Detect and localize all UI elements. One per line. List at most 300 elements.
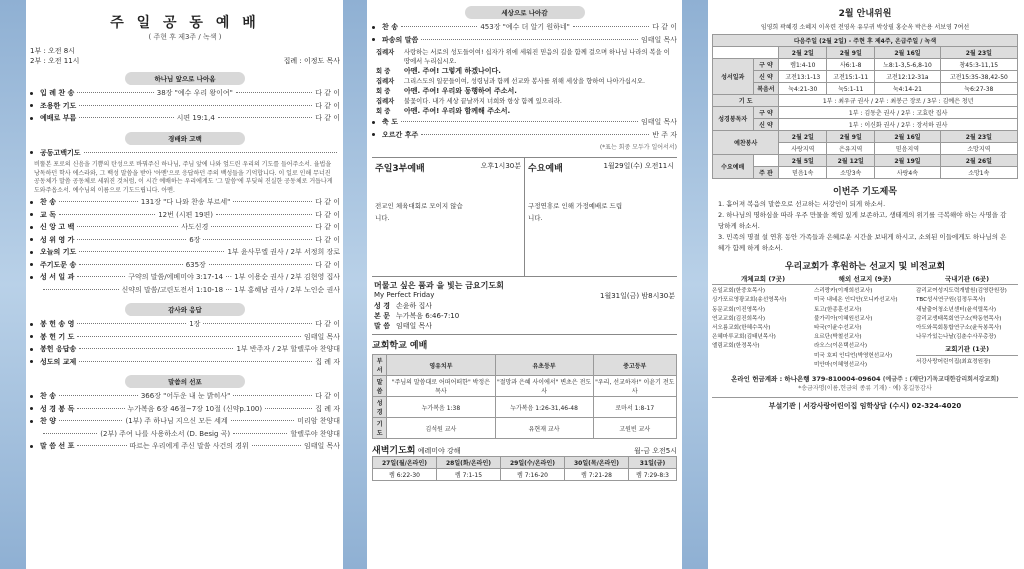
program-detail: 366장 "어두운 내 눈 밝히사" — [140, 392, 231, 401]
program-row — [30, 101, 340, 114]
friday-item-value: 임태일 목사 — [395, 322, 433, 330]
program-detail: 따르는 우리에게 주신 말씀 사건의 경위 — [129, 442, 249, 451]
table-row — [713, 83, 1018, 95]
support-item: 라오스(이은택선교사) — [814, 343, 867, 350]
program-detail: 12번 (시편 19편) — [158, 210, 213, 219]
table-cell: 2월 5일 — [779, 155, 827, 167]
program-label: 찬 송 — [382, 23, 398, 31]
bullet — [30, 320, 40, 328]
program-person: 다 같 이 — [315, 260, 340, 269]
liturgy-speaker: 집례자 — [376, 78, 395, 85]
table-cell: 2월 9일 — [827, 47, 875, 59]
dawn-title: 새벽기도회 — [372, 446, 416, 456]
column-title: 개체교회 (7곳) — [712, 275, 814, 285]
bullet — [30, 273, 40, 281]
support-item: 나무가있는나날(김춘수사무총장) — [916, 334, 997, 341]
program-detail: 신약의 말씀/고린도전서 1:10-18 ··· 1부 홍혜남 권사 / 2부 노인순 권사 — [121, 285, 340, 294]
leader-dots — [77, 408, 124, 409]
program-detail: 누가복음 6장 46절~7장 10절 (신약p.100) — [127, 404, 263, 413]
bullet — [30, 261, 40, 269]
support-item: 요르단(박철선교사) — [814, 334, 862, 341]
table-cell: 1부 : 김동춘 권사 / 2부 : 고효란 집사 — [779, 107, 1018, 119]
program-person: 반 주 자 — [652, 130, 677, 139]
table-cell: 주 관 — [753, 167, 779, 179]
table-cell: 고전15:1-11 — [827, 71, 875, 83]
dawn-table — [372, 456, 677, 481]
friday-en: My Perfect Friday — [374, 291, 435, 299]
table-cell: 성경봉독자 — [713, 107, 754, 131]
leader-dots — [211, 226, 312, 227]
table-cell: 2월 2일 — [779, 131, 827, 143]
table-cell: 믿음1속 — [779, 167, 827, 179]
bullet-dot — [372, 26, 375, 29]
support-item: 스리랑카(이재희선교사) — [814, 288, 873, 295]
table-row — [373, 418, 677, 439]
header-cell: 30일(목/온라인) — [565, 457, 629, 469]
leader-dots — [573, 26, 649, 27]
bullet — [30, 358, 40, 366]
benediction-list — [372, 117, 677, 142]
domestic-column — [916, 275, 1018, 370]
program-label: 조용한 기도 — [40, 101, 77, 110]
section-thanks: 감사와 응답 — [125, 303, 245, 316]
program-detail: 1부 윤사무엘 권사 / 2부 서정희 장로 — [227, 248, 340, 257]
table-cell: 구 약 — [753, 107, 779, 119]
program-detail: 131장 "다 나와 찬송 부르세" — [140, 198, 231, 207]
friday-item — [374, 311, 675, 321]
support-item: 타국(이윤수선교사) — [814, 325, 862, 332]
table-cell: 성서일과 — [713, 59, 754, 95]
overseas-column — [814, 275, 916, 370]
program-person: 다 같 이 — [315, 392, 340, 401]
support-item: 아도와목회통합연구소(윤득봉목사) — [916, 325, 1002, 332]
program-label: 성 경 봉 독 — [40, 404, 75, 413]
table-cell: 로마서 1:8-17 — [593, 397, 676, 418]
support-item: 은혜마루교회(김태년목사) — [712, 334, 776, 341]
leader-dots — [401, 121, 638, 122]
support-item: 서강사랑어린이집(최효정원장) — [916, 358, 991, 365]
bullet — [372, 118, 382, 126]
table-cell: 신 약 — [753, 119, 779, 131]
wednesday-title: 수요예배 — [528, 164, 563, 174]
program-person: 다 같 이 — [315, 198, 340, 207]
bullet-dot — [30, 407, 33, 410]
program-label: 봉헌 응답송 — [40, 345, 77, 354]
bullet-dot — [30, 92, 33, 95]
bullet — [30, 333, 40, 341]
bullet-dot — [30, 395, 33, 398]
program-row — [30, 404, 340, 417]
bullet-dot — [30, 360, 33, 363]
program-detail: 사도신경 — [181, 223, 209, 232]
leader-dots — [231, 420, 295, 421]
table-row — [713, 59, 1018, 71]
program-detail: (1부) 주 하나님 지으신 모든 세계 — [125, 417, 228, 426]
leader-dots — [233, 201, 312, 202]
section-approach: 하나님 앞으로 나아옴 — [125, 72, 245, 85]
program-label: 입 례 찬 송 — [40, 89, 75, 97]
bullet-dot — [30, 226, 33, 229]
table-cell: 렘1:4-10 — [779, 59, 827, 71]
program-label: 찬 송 — [40, 392, 56, 401]
table-cell: 소망1속 — [940, 167, 1017, 179]
bullet — [30, 223, 40, 231]
program-row — [372, 130, 677, 143]
table-cell: 기 도 — [713, 95, 779, 107]
program-row — [30, 235, 340, 248]
footer: 부설기관 | 서강사랑어린이집 임학상담 (수시) 02-324-4020 — [712, 397, 1018, 411]
liturgy-line — [376, 48, 677, 66]
friday-item-value: 손윤하 집사 — [395, 302, 433, 310]
bullet-dot — [30, 201, 33, 204]
worship-list — [30, 197, 340, 297]
bullet-dot — [30, 276, 33, 279]
leader-dots — [79, 264, 182, 265]
table-cell: 신 약 — [753, 71, 779, 83]
table-cell: 고전12:12-31a — [875, 71, 940, 83]
table-cell: 1부 : 최우규 권사 / 2부 : 최봉근 장로 / 3부 : 김예은 청년 — [779, 95, 1018, 107]
support-item: TBC성서연구원(김정두목사) — [916, 297, 986, 304]
bullet — [30, 417, 40, 425]
program-label: 축 도 — [382, 118, 398, 126]
bullet — [30, 198, 40, 206]
leader-dots — [252, 445, 301, 446]
liturgy-speaker: 회 중 — [376, 108, 391, 115]
section-word: 말씀의 선포 — [125, 375, 245, 388]
liturgy-text: 아멘. 주여! 우리와 함께해 주소서. — [404, 107, 511, 115]
bullet-dot — [30, 263, 33, 266]
table-row — [713, 155, 1018, 167]
table-cell: 렘 7:29-8:3 — [629, 469, 677, 481]
program-detail: 453장 "예수 더 알기 원하네" — [480, 23, 570, 31]
leader-dots — [203, 323, 312, 324]
table-row — [713, 95, 1018, 107]
table-cell — [753, 155, 779, 167]
bullet — [30, 236, 40, 244]
leader-dots — [236, 92, 312, 93]
table-cell: "우리, 선교하자!" 이윤기 전도사 — [593, 376, 676, 397]
school-title: 교회학교 예배 — [372, 341, 428, 351]
liturgy-line — [376, 87, 677, 96]
table-row — [713, 107, 1018, 119]
program-row — [372, 117, 677, 130]
program-row — [30, 344, 340, 357]
leader-dots — [265, 408, 312, 409]
table-cell: 렘 6:22-30 — [373, 469, 437, 481]
table-cell: 2월 19일 — [875, 155, 940, 167]
support-item: 서오름교회(한혜수목사) — [712, 325, 771, 332]
table-cell: 창45:3-11,15 — [940, 59, 1017, 71]
support-item: 동문교회(이진영목사) — [712, 306, 765, 313]
program-label: 성 위 영 가 — [40, 235, 75, 244]
table-cell: 렘 7:16-20 — [501, 469, 565, 481]
program-person: 다 같 이 — [315, 89, 340, 97]
liturgy-text: 아멘. 주여! 그렇게 하겠나이다. — [404, 67, 501, 75]
prayer-list — [712, 197, 1018, 256]
program-person: 임태일 목사 — [640, 35, 677, 44]
column-title: 국내기관 (6곳) — [916, 275, 1018, 285]
liturgy-text: 불꽃이다. 내가 세상 끝날까지 너희와 항상 함께 있으리라. — [404, 98, 562, 105]
program-person: 집 례 자 — [315, 404, 340, 413]
liturgy-line — [376, 107, 677, 116]
header-cell: 중고등부 — [593, 355, 676, 376]
table-cell: 믿음지역 — [875, 143, 940, 155]
liturgy-text: 그리스도의 일꾼들이여, 성령님과 함께 선교와 봉사를 위해 세상을 향하여 나아가십시오. — [404, 78, 645, 85]
thanks-list — [30, 319, 340, 369]
right-blue-strip — [682, 0, 708, 569]
leader-dots — [218, 117, 312, 118]
program-person: 다 같 이 — [315, 210, 340, 219]
program-person: 임태일 목사 — [303, 442, 340, 451]
leader-dots — [79, 105, 312, 106]
leader-dots — [77, 336, 301, 337]
sunday3-time: 오후1시30분 — [480, 162, 521, 170]
program-row — [30, 272, 340, 285]
program-label: 교 독 — [40, 210, 56, 219]
sunday-service-panel — [30, 6, 340, 562]
leader-dots — [421, 134, 649, 135]
program-person: 임태일 목사 — [303, 332, 340, 341]
program-label: 성도의 교제 — [40, 357, 77, 366]
leader-dots — [77, 323, 186, 324]
leader-dots — [43, 289, 119, 290]
leader-dots — [59, 201, 138, 202]
support-item: 은일교회(한중호목사) — [712, 288, 765, 295]
table-cell: 사6:1-8 — [827, 59, 875, 71]
confession-text: 비뚤본 포로의 신음을 기쁨의 탄성으로 바꿔주신 하나님, 주님 앞에 나와 엎드린 우리의 기도를 들어주소서. 율법을 낭독하던 학사 에스라와, 그 백성 말씀을 받아 '아멘'으로 응답하던 주의 백성들을 기억합니다. 이 일로 인해 무너진 공동체가 말씀 공동체로 세워진 것처럼, 이 시간 예배하는 우리에게도 '그 말씀'에 부딪혀 진실한 공동체로 거듭나게 도와주옵소서. 예수님의 이름으로 기도드립니다. 아멘. — [34, 161, 333, 194]
bullet — [372, 131, 382, 139]
leader-dots — [233, 433, 287, 434]
section-worship: 경배와 고백 — [125, 132, 245, 145]
table-cell: 2월 16일 — [875, 47, 940, 59]
bullet-dot — [30, 104, 33, 107]
dawn-time: 월-금 오전5시 — [633, 447, 677, 455]
service-time-1: 1부 : 오전 8시 — [30, 47, 75, 55]
leader-dots — [77, 226, 178, 227]
friday-time: 1월31일(금) 밤8시30분 — [600, 292, 675, 300]
leader-dots — [79, 361, 312, 362]
page-title: 주 일 공 동 예 배 — [110, 15, 260, 31]
table-row — [713, 167, 1018, 179]
program-row — [30, 391, 340, 404]
left-blue-strip — [0, 0, 26, 569]
liturgy-line — [376, 67, 677, 76]
program-row — [30, 260, 340, 273]
leader-dots — [59, 395, 138, 396]
program-label: 찬 양 — [40, 417, 56, 426]
table-cell: 2월 12일 — [827, 155, 875, 167]
leader-dots — [43, 433, 97, 434]
program-label: 봉 헌 송 영 — [40, 320, 75, 329]
table-row — [713, 71, 1018, 83]
leader-dots — [77, 239, 186, 240]
liturgy-speaker: 회 중 — [376, 88, 391, 95]
liturgy-text: 아멘. 주여! 우리와 동행하여 주소서. — [404, 87, 517, 95]
program-person: 집 례 자 — [315, 357, 340, 366]
table-row — [713, 35, 1018, 47]
table-cell: 고전15:35-38,42-50 — [940, 71, 1017, 83]
table-cell: 2월 9일 — [827, 131, 875, 143]
friday-item-label: 말 씀 — [374, 322, 390, 330]
leader-dots — [77, 92, 153, 93]
program-label: 주기도문 송 — [40, 260, 77, 269]
table-cell: 유현재 교사 — [495, 418, 593, 439]
bullet-dot — [30, 251, 33, 254]
program-label: 오르간 후주 — [382, 130, 419, 139]
bullet-dot — [30, 420, 33, 423]
table-cell: 복음서 — [753, 83, 779, 95]
friday-item-label: 본 문 — [374, 312, 390, 320]
program-row — [30, 357, 340, 370]
liturgy-line — [376, 77, 677, 86]
support-item: 싱가포르영광교회(송선영목사) — [712, 297, 787, 304]
table-cell: 소망지역 — [940, 143, 1017, 155]
table-cell: 기도 — [373, 418, 387, 439]
program-person: 할렐루야 찬양대 — [290, 429, 340, 438]
program-row — [30, 332, 340, 345]
table-cell: 구 약 — [753, 59, 779, 71]
friday-item-value: 누가복음 6:46-7:10 — [395, 312, 460, 320]
section-sending: 세상으로 나아감 — [465, 6, 585, 19]
friday-item-label: 성 경 — [374, 302, 390, 310]
table-header — [373, 355, 677, 376]
program-detail: 38장 "예수 우리 왕이여" — [156, 89, 233, 97]
leader-dots — [421, 39, 638, 40]
program-row — [30, 113, 340, 126]
table-cell: 고원빈 교사 — [593, 418, 676, 439]
bullet-dot — [372, 121, 375, 124]
program-detail: 1부 반주자 / 2부 할렐루야 찬양대 — [236, 345, 340, 354]
bullet — [30, 211, 40, 219]
table-cell: 렘 7:1-15 — [437, 469, 501, 481]
table-cell: 1부 : 이신화 권사 / 2부 : 장서하 권사 — [779, 119, 1018, 131]
table-cell: 예찬봉사 — [713, 131, 779, 155]
table-cell: 말씀 — [373, 376, 387, 397]
leader-dots — [209, 264, 312, 265]
bullet — [30, 405, 40, 413]
header-cell: 29일(수/온라인) — [501, 457, 565, 469]
program-label: 파송의 말씀 — [382, 35, 419, 44]
program-row — [30, 416, 340, 429]
bullet-dot — [30, 348, 33, 351]
table-cell: 소망3속 — [827, 167, 875, 179]
bullet — [30, 442, 40, 450]
bullet-dot — [30, 117, 33, 120]
table-header — [373, 457, 677, 469]
program-row — [30, 197, 340, 210]
leader-dots — [79, 251, 224, 252]
standing-note: (*표는 회중 모두가 일어서서) — [599, 144, 677, 151]
prayer-item: 1. 흩어져 복음의 말씀으로 선교하는 서강인이 되게 하소서. — [718, 200, 886, 208]
program-detail: 6장 — [189, 235, 201, 244]
table-row — [373, 469, 677, 481]
leader-dots — [233, 395, 312, 396]
table-row — [373, 376, 677, 397]
leader-dots — [79, 348, 233, 349]
column-title: 교회기관 (1곳) — [916, 345, 1018, 355]
bullet-dot — [30, 323, 33, 326]
program-label: 찬 송 — [40, 198, 56, 207]
bullet — [30, 89, 40, 97]
bullet — [30, 114, 40, 122]
bullet-dot — [30, 335, 33, 338]
header-cell: 부서 — [373, 355, 387, 376]
liturgy-text: 사랑하는 서로의 성도들이여! 십자가 위에 세워진 믿음의 길을 함께 걸으며 하나님 나라의 복을 이 땅에서 누리십시오. — [404, 49, 670, 65]
bank-account: 온라인 헌금계좌 : 하나은행 379-810004-09604 — [731, 375, 881, 384]
program-row — [30, 285, 340, 298]
table-cell: 2월 23일 — [940, 47, 1017, 59]
support-item: 새날출어청소년센터(윤석렬목사) — [916, 306, 997, 313]
support-title: 우리교회가 후원하는 선교지 및 비전교회 — [784, 262, 946, 272]
table-cell: 수요예배 — [713, 155, 754, 179]
header-cell: 유초등부 — [495, 355, 593, 376]
program-person: 다 같 이 — [315, 235, 340, 244]
support-item: 엘림교회(한정목사) — [712, 343, 760, 350]
program-detail: 시편 19:1,4 — [176, 114, 215, 122]
table-cell: 눅4:14-21 — [875, 83, 940, 95]
committee-title: 2월 안내위원 — [838, 9, 892, 19]
leader: 집례 : 이정도 목사 — [283, 57, 340, 65]
prayer-title: 이번주 기도제목 — [833, 187, 897, 197]
program-label: 봉 헌 기 도 — [40, 332, 75, 341]
header-cell: 영유치부 — [387, 355, 495, 376]
liturgy-line — [376, 97, 677, 106]
sunday3-title: 주일3부예배 — [375, 164, 425, 174]
program-detail: (2부) 주여 나를 사용하소서 (D. Besig 곡) — [100, 429, 231, 438]
liturgy-speaker: 집례자 — [376, 98, 395, 105]
table-cell: 노8:1-3,5-6,8-10 — [875, 59, 940, 71]
table-cell: 눅5:1-11 — [827, 83, 875, 95]
program-row — [30, 247, 340, 260]
header-cell: 28일(화/온라인) — [437, 457, 501, 469]
bullet-dot — [30, 445, 33, 448]
committee-names: 임영희 곽혜경 소혜지 이옥련 전영옥 유부귀 박상필 홍순옥 박은용 서보영 7여선 — [760, 24, 970, 31]
order-panel-2 — [372, 6, 677, 562]
bullet — [30, 345, 40, 353]
table-cell: 2월 23일 — [940, 131, 1017, 143]
header-cell: 31일(금) — [629, 457, 677, 469]
confession-label: 공동고백기도 — [40, 148, 81, 157]
bullet — [30, 102, 40, 110]
leader-dots — [77, 276, 125, 277]
leader-dots — [79, 117, 173, 118]
program-person: 임태일 목사 — [640, 118, 677, 126]
table-cell: "절망과 은혜 사이에서" 변초은 전도사 — [495, 376, 593, 397]
approach-list — [30, 88, 340, 126]
program-detail: 635장 — [185, 260, 206, 269]
support-item: 토고(한종훈선교사) — [814, 306, 862, 313]
table-cell: 눅4:21-30 — [779, 83, 827, 95]
program-row — [30, 429, 340, 442]
program-person: 다 같 이 — [315, 114, 340, 122]
wednesday-time: 1월29일(수) 오전11시 — [603, 162, 674, 170]
table-row — [373, 397, 677, 418]
support-item: 감리교여성지도력개발원(김영란원장) — [916, 288, 1007, 295]
table-cell: 사랑지역 — [779, 143, 827, 155]
info-panel — [712, 6, 1018, 562]
support-item: 감리교생태목회연구소(박동현목사) — [916, 315, 1002, 322]
table-cell: 김석원 교사 — [387, 418, 495, 439]
prayer-item: 2. 하나님의 명하심을 따라 우주 만물을 책임 있게 보존하고, 생태계의 위기를 극복해야 하는 사명을 감당하게 하소서. — [718, 211, 1007, 230]
leader-dots — [77, 445, 126, 446]
program-row — [30, 88, 340, 101]
program-row — [372, 35, 677, 48]
bullet — [30, 248, 40, 256]
churches-column — [712, 275, 814, 370]
program-label: 오늘의 기도 — [40, 248, 77, 257]
program-detail: 구약의 말씀/에베미야 3:17-14 ··· 1부 이용순 권사 / 2부 김현영 집사 — [128, 273, 340, 282]
program-person: 다 같 이 — [315, 223, 340, 232]
